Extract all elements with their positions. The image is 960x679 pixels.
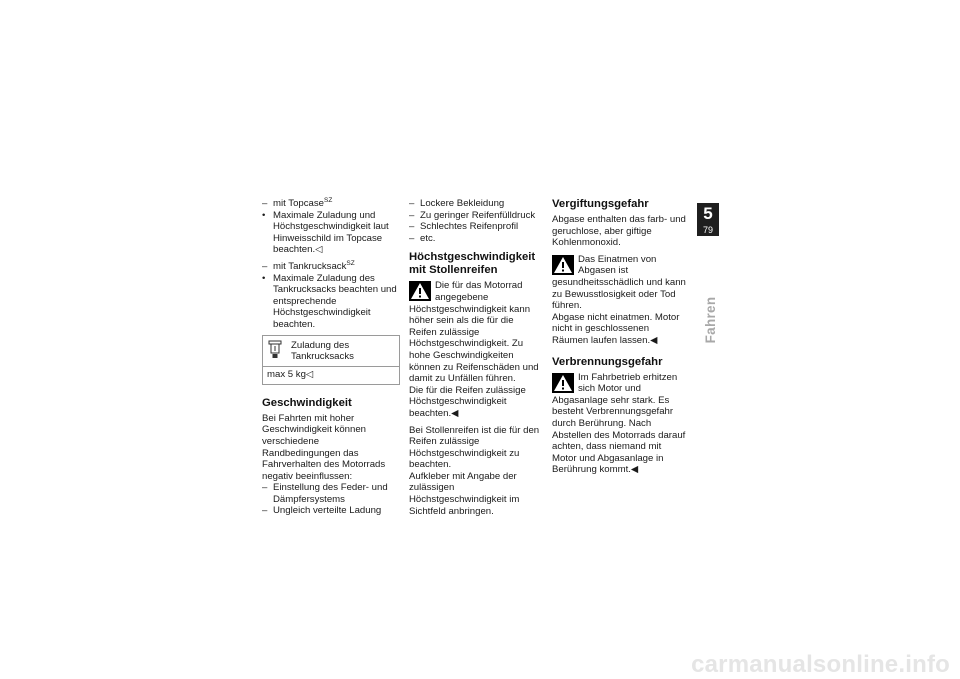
- dash-marker: –: [262, 482, 268, 494]
- dash-marker: –: [409, 198, 415, 209]
- dash-marker: –: [409, 232, 415, 244]
- warning-triangle-icon: [552, 255, 574, 275]
- sz-mark: SZ: [324, 196, 333, 204]
- page-number: 79: [702, 225, 713, 235]
- column-2: [409, 198, 543, 517]
- dash-marker: –: [409, 221, 415, 233]
- list-item: – Lockere Bekleidung: [409, 198, 505, 209]
- list-item: – mit Tankrucksack$^{SZ}$: [262, 259, 355, 272]
- bullet-marker: •: [262, 209, 266, 221]
- warning-block: [409, 280, 543, 419]
- list-item: – etc.: [409, 232, 436, 244]
- dash-marker: –: [262, 505, 268, 517]
- load-note-box: [262, 335, 400, 385]
- bullet-marker: •: [262, 272, 266, 284]
- chapter-number: 5: [703, 204, 713, 223]
- list-item: – Schlechtes Reifenprofil: [409, 221, 519, 233]
- list-item: – Zu geringer Reifenfülldruck: [409, 209, 536, 221]
- warning-triangle-icon: [409, 281, 431, 301]
- load-weight-icon: [266, 340, 288, 364]
- warning-text: Die für das Motorrad angegebene Höchstgeschwindigkeit kann höher sein als die für die Reifen zulässige Höchstgeschwindigkeit. Zu hohe Geschwindigkeiten können zu Reifenschäden und damit zu Unfällen führen.: [409, 280, 539, 385]
- warning-text: Abgase nicht einatmen. Motor nicht in geschlossenen Räumen laufen lassen.◀: [552, 311, 680, 346]
- watermark: carmanualsonline.info: [691, 651, 950, 679]
- paragraph: Bei Stollenreifen ist die für den Reifen zulässige Höchstgeschwindigkeit zu beachten.: [409, 424, 540, 471]
- column-1: [262, 198, 400, 517]
- dash-marker: –: [262, 198, 268, 209]
- warning-text: Das Einatmen von Abgasen ist gesundheitsschädlich und kann zu Bewusstlosigkeit oder Tod führen.: [552, 253, 686, 312]
- warning-text: Im Fahrbetrieb erhitzen sich Motor und Abgasanlage sehr stark. Es besteht Verbrennungsgefahr durch Berührung. Nach Abstellen des Motorrads darauf achten, dass niemand mit Motor und Abgasanlage in Berührung kommt.◀: [552, 371, 686, 476]
- chapter-tab: [697, 203, 719, 236]
- dash-marker: –: [409, 209, 415, 221]
- warning-text: Die für die Reifen zulässige Höchstgeschwindigkeit beachten.◀: [409, 384, 526, 419]
- list-item: • Maximale Zuladung des Tankrucksacks beachten und entsprechende Höchstgeschwindigkeit beachten.: [262, 272, 397, 330]
- column-3: [552, 198, 687, 476]
- section-heading: Verbrennungsgefahr: [552, 355, 663, 368]
- note-value: max 5 kg◁: [267, 369, 314, 381]
- section-tab: [693, 296, 729, 344]
- paragraph: Aufkleber mit Angabe der zulässigen Höchstgeschwindigkeit im Sichtfeld anbringen.: [409, 470, 520, 517]
- warning-block: [552, 372, 687, 476]
- dash-marker: –: [262, 260, 268, 272]
- section-label: Fahren: [703, 296, 719, 344]
- warning-block: [552, 254, 687, 347]
- list-item: – mit Topcase$^{SZ}$: [262, 196, 333, 209]
- section-heading: Geschwindigkeit: [262, 396, 352, 409]
- paragraph: Bei Fahrten mit hoher Geschwindigkeit können verschiedene Randbedingungen das Fahrverhalten des Motorrads negativ beeinflussen:: [262, 412, 386, 482]
- list-item: • Maximale Zuladung und Höchstgeschwindigkeit laut Hinweisschild im Topcase beachten.◁: [262, 209, 389, 256]
- list-item: – Einstellung des Feder- und Dämpfersystems: [262, 482, 388, 505]
- section-heading: Höchstgeschwindigkeit mit Stollenreifen: [409, 251, 536, 277]
- paragraph: Abgase enthalten das farb- und geruchlose, aber giftige Kohlenmonoxid.: [552, 214, 686, 249]
- warning-triangle-icon: [552, 373, 574, 393]
- section-heading: Vergiftungsgefahr: [552, 198, 649, 210]
- note-label: Zuladung des Tankrucksacks: [291, 339, 354, 363]
- sz-mark: SZ: [346, 259, 355, 267]
- list-item: – Ungleich verteilte Ladung: [262, 505, 382, 517]
